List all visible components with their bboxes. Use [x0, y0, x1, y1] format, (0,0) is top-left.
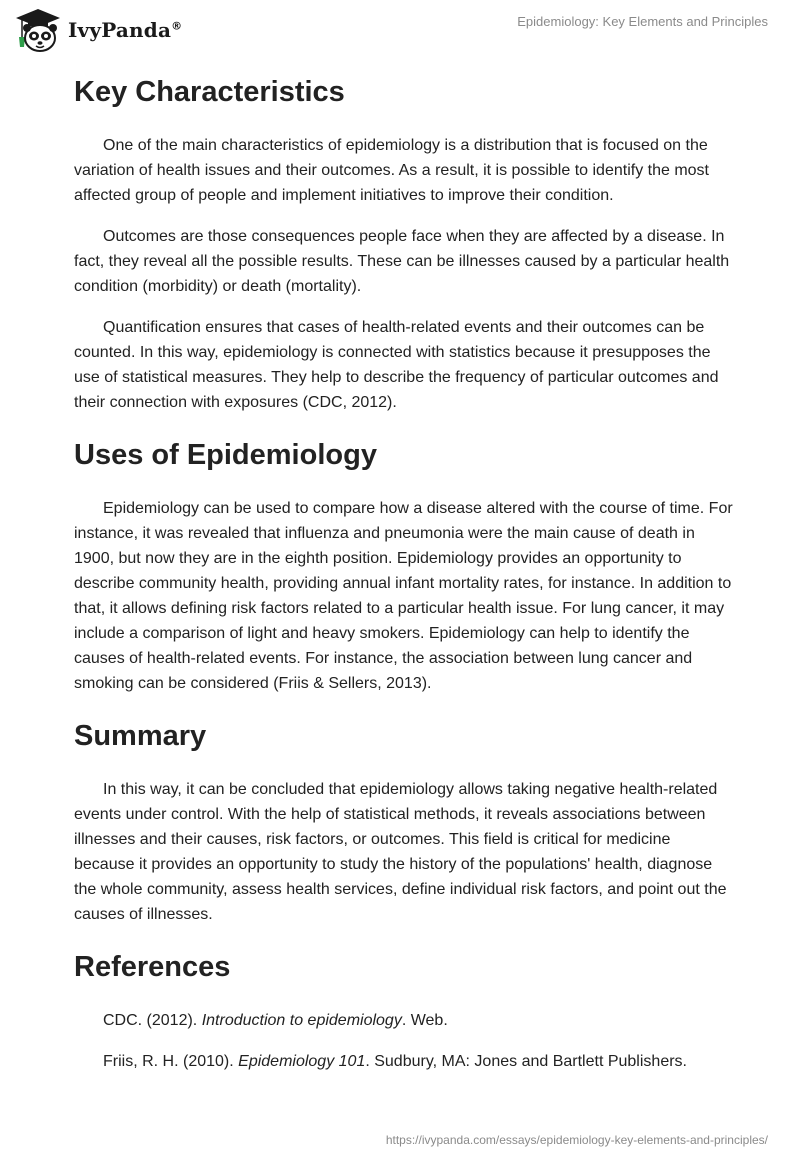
source-url[interactable]: https://ivypanda.com/essays/epidemiology-key-elements-and-principles/ [385, 1133, 768, 1147]
paragraph: Outcomes are those consequences people face when they are affected by a disease. In fact, they reveal all the possible results. These can be illnesses caused by a particular health condition (morbidity) or death (mortality). [74, 228, 730, 295]
document-title: Epidemiology: Key Elements and Principles [517, 14, 768, 29]
brand-name: IvyPanda® [68, 18, 183, 42]
panda-graduation-cap-icon [14, 7, 62, 53]
article-content [74, 70, 734, 1074]
logo[interactable] [14, 6, 182, 54]
heading-uses-of-epidemiology: Uses of Epidemiology [74, 439, 377, 471]
reference-title: Introduction to epidemiology [201, 1012, 402, 1029]
paragraph: Quantification ensures that cases of health-related events and their outcomes can be counted. In this way, epidemiology is connected with statistics because it presupposes the use of statistical measures. They help to describe the frequency of particular outcomes and their connection with exposures (CDC, 2012). [74, 319, 719, 411]
paragraph: In this way, it can be concluded that epidemiology allows taking negative health-related events under control. With the help of statistical methods, it reveals associations between illnesses and their causes, risk factors, or outcomes. This field is critical for medicine because it provides an opportunity to study the history of the populations' health, diagnose the whole community, assess health services, define individual risk factors, and point out the causes of illnesses. [74, 781, 727, 923]
paragraph: Epidemiology can be used to compare how a disease altered with the course of time. For instance, it was revealed that influenza and pneumonia were the main cause of death in 1900, but now they are in the eighth position. Epidemiology provides an opportunity to describe community health, providing annual infant mortality rates, for instance. In addition to that, it allows defining risk factors related to a particular health issue. For lung cancer, it may include a comparison of light and heavy smokers. Epidemiology can help to identify the causes of health-related events. For instance, the association between lung cancer and smoking can be considered (Friis & Sellers, 2013). [74, 500, 733, 692]
registered-mark: ® [171, 19, 183, 33]
reference-item: CDC. (2012). Introduction to epidemiology. Web. [103, 1012, 448, 1029]
reference-item: Friis, R. H. (2010). Epidemiology 101. Sudbury, MA: Jones and Bartlett Publishers. [103, 1053, 687, 1070]
header [0, 0, 800, 60]
paragraph: One of the main characteristics of epidemiology is a distribution that is focused on the variation of health issues and their outcomes. As a result, it is possible to identify the most affected group of people and implement initiatives to improve their condition. [74, 137, 709, 204]
heading-references: References [74, 951, 231, 983]
heading-key-characteristics: Key Characteristics [74, 76, 345, 108]
heading-summary: Summary [74, 720, 207, 752]
reference-title: Epidemiology 101 [238, 1053, 366, 1070]
